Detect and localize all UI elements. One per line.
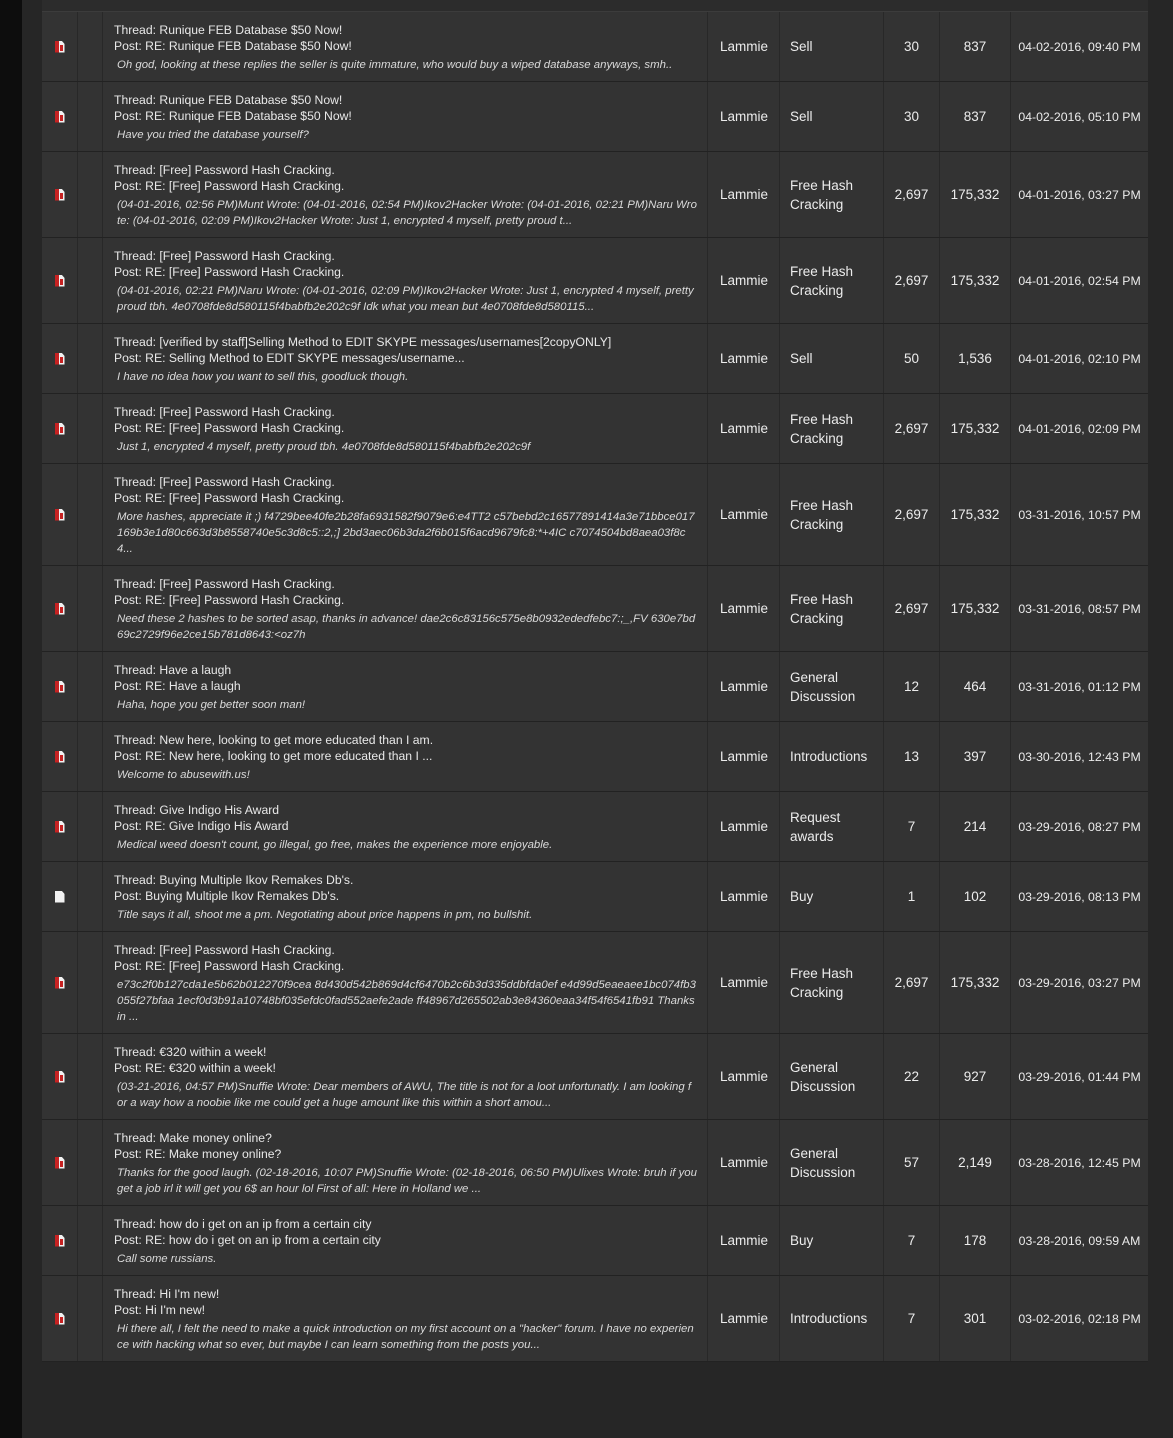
post-summary-cell [103, 238, 708, 323]
table-row [42, 1120, 1148, 1206]
thread-prefix-cell [78, 238, 103, 323]
forum-link[interactable]: Sell [780, 324, 884, 393]
post-title-link[interactable]: Post: RE: Give Indigo His Award [114, 819, 289, 833]
forum-link[interactable]: Buy [780, 862, 884, 931]
forum-link[interactable]: General Discussion [780, 1120, 884, 1205]
thread-prefix-cell [78, 12, 103, 81]
replies-count: 2,697 [884, 566, 940, 651]
thread-title-link[interactable]: Thread: Runique FEB Database $50 Now! [114, 93, 343, 107]
post-summary-cell [103, 1034, 708, 1119]
views-count: 175,332 [940, 932, 1011, 1033]
thread-title-link[interactable]: Thread: [Free] Password Hash Cracking. [114, 943, 335, 957]
post-date: 03-28-2016, 12:45 PM [1018, 1155, 1141, 1170]
views-count: 301 [940, 1276, 1011, 1361]
forum-link[interactable]: Buy [780, 1206, 884, 1275]
replies-count: 22 [884, 1034, 940, 1119]
thread-prefix-cell [78, 652, 103, 721]
post-snippet: Call some russians. [117, 1253, 217, 1265]
thread-status-cell [42, 1206, 78, 1275]
thread-title-link[interactable]: Thread: Have a laugh [114, 663, 232, 677]
thread-status-icon [55, 1235, 65, 1247]
post-title-link[interactable]: Post: RE: [Free] Password Hash Cracking. [114, 265, 345, 279]
replies-count: 7 [884, 1276, 940, 1361]
post-title-link[interactable]: Post: RE: €320 within a week! [114, 1061, 276, 1075]
thread-title-link[interactable]: Thread: Buying Multiple Ikov Remakes Db's. [114, 873, 354, 887]
post-title-link[interactable]: Post: Hi I'm new! [114, 1303, 206, 1317]
post-summary-cell [103, 862, 708, 931]
table-row [42, 932, 1148, 1034]
forum-link[interactable]: Introductions [780, 722, 884, 791]
post-title-link[interactable]: Post: RE: [Free] Password Hash Cracking. [114, 593, 345, 607]
thread-status-cell [42, 82, 78, 151]
post-title-link[interactable]: Post: RE: Runique FEB Database $50 Now! [114, 109, 352, 123]
thread-status-icon [55, 189, 65, 201]
thread-prefix-cell [78, 792, 103, 861]
post-summary-cell [103, 1120, 708, 1205]
post-summary-cell [103, 152, 708, 237]
post-title-link[interactable]: Post: RE: [Free] Password Hash Cracking. [114, 179, 345, 193]
post-summary-cell [103, 464, 708, 565]
thread-status-icon [55, 353, 65, 365]
thread-status-icon [55, 1313, 65, 1325]
views-count: 214 [940, 792, 1011, 861]
forum-link[interactable]: Free Hash Cracking [780, 464, 884, 565]
post-date: 04-02-2016, 05:10 PM [1018, 109, 1141, 124]
post-date: 03-28-2016, 09:59 AM [1018, 1233, 1141, 1248]
replies-count: 50 [884, 324, 940, 393]
post-snippet: Title says it all, shoot me a pm. Negotiating about price happens in pm, no bullshit. [117, 909, 533, 921]
views-count: 175,332 [940, 152, 1011, 237]
forum-link[interactable]: General Discussion [780, 652, 884, 721]
post-summary-cell [103, 1276, 708, 1361]
thread-status-cell [42, 152, 78, 237]
thread-status-cell [42, 862, 78, 931]
post-date: 04-01-2016, 02:10 PM [1018, 351, 1141, 366]
thread-status-cell [42, 652, 78, 721]
post-date: 03-02-2016, 02:18 PM [1018, 1311, 1141, 1326]
table-row [42, 82, 1148, 152]
thread-prefix-cell [78, 82, 103, 151]
post-title-link[interactable]: Post: RE: [Free] Password Hash Cracking. [114, 959, 345, 973]
thread-status-cell [42, 394, 78, 463]
post-date: 03-29-2016, 03:27 PM [1018, 975, 1141, 990]
post-title-link[interactable]: Post: Buying Multiple Ikov Remakes Db's. [114, 889, 340, 903]
post-date: 03-29-2016, 01:44 PM [1018, 1069, 1141, 1084]
replies-count: 2,697 [884, 394, 940, 463]
post-snippet: Just 1, encrypted 4 myself, pretty proud tbh. 4e0708fde8d580115f4babfb2e202c9f [117, 441, 531, 453]
author-link[interactable]: Lammie [708, 1034, 780, 1119]
replies-count: 2,697 [884, 932, 940, 1033]
forum-link[interactable]: Request awards [780, 792, 884, 861]
replies-count: 30 [884, 82, 940, 151]
thread-title-link[interactable]: Thread: Give Indigo His Award [114, 803, 280, 817]
thread-title-link[interactable]: Thread: €320 within a week! [114, 1045, 267, 1059]
thread-status-icon [55, 751, 65, 763]
author-link[interactable]: Lammie [708, 862, 780, 931]
post-summary-cell [103, 394, 708, 463]
thread-prefix-cell [78, 1120, 103, 1205]
author-link[interactable]: Lammie [708, 12, 780, 81]
post-date: 03-29-2016, 08:13 PM [1018, 889, 1141, 904]
replies-count: 57 [884, 1120, 940, 1205]
thread-prefix-cell [78, 862, 103, 931]
replies-count: 2,697 [884, 238, 940, 323]
author-link[interactable]: Lammie [708, 394, 780, 463]
author-link[interactable]: Lammie [708, 1120, 780, 1205]
post-snippet: Oh god, looking at these replies the seller is quite immature, who would buy a wiped database anyways, smh.. [117, 59, 673, 71]
forum-link[interactable]: Free Hash Cracking [780, 932, 884, 1033]
views-count: 175,332 [940, 464, 1011, 565]
thread-prefix-cell [78, 464, 103, 565]
thread-status-cell [42, 238, 78, 323]
post-summary-cell [103, 1206, 708, 1275]
table-row [42, 1206, 1148, 1276]
thread-title-link[interactable]: Thread: [Free] Password Hash Cracking. [114, 475, 335, 489]
post-snippet: e73c2f0b127cda1e5b62b012270f9cea 8d430d542b869d4cf6470b2c6b3d335ddbfda0ef e4d99d5eaeaee1bc074fb3055f27bfaa 1ecf0d3b91a10748bf035efdc0fad552aefe2ade ff48967d265502ab3e84360eaa34f54f6541fb91 Thanks in ... [117, 979, 696, 1023]
author-link[interactable]: Lammie [708, 722, 780, 791]
post-date: 04-01-2016, 02:54 PM [1018, 273, 1141, 288]
thread-status-cell [42, 1276, 78, 1361]
table-row [42, 238, 1148, 324]
post-snippet: Haha, hope you get better soon man! [117, 699, 306, 711]
post-summary-cell [103, 566, 708, 651]
post-snippet: (04-01-2016, 02:56 PM)Munt Wrote: (04-01-2016, 02:54 PM)Ikov2Hacker Wrote: (04-01-2016, 02:21 PM)Naru Wrote: (04-01-2016, 02:09 PM)Ikov2Hacker Wrote: Just 1, encrypted 4 myself, pretty proud t... [117, 199, 697, 227]
post-title-link[interactable]: Post: RE: [Free] Password Hash Cracking. [114, 421, 345, 435]
forum-link[interactable]: Free Hash Cracking [780, 152, 884, 237]
author-link[interactable]: Lammie [708, 464, 780, 565]
thread-title-link[interactable]: Thread: New here, looking to get more educated than I am. [114, 733, 434, 747]
thread-status-cell [42, 12, 78, 81]
views-count: 397 [940, 722, 1011, 791]
post-date: 03-30-2016, 12:43 PM [1018, 749, 1141, 764]
post-summary-cell [103, 722, 708, 791]
forum-link[interactable]: Free Hash Cracking [780, 238, 884, 323]
table-row [42, 464, 1148, 566]
post-summary-cell [103, 792, 708, 861]
thread-status-icon [55, 821, 65, 833]
replies-count: 2,697 [884, 152, 940, 237]
thread-prefix-cell [78, 566, 103, 651]
forum-link[interactable]: Introductions [780, 1276, 884, 1361]
author-link[interactable]: Lammie [708, 566, 780, 651]
thread-status-cell [42, 932, 78, 1033]
thread-title-link[interactable]: Thread: [verified by staff]Selling Method to EDIT SKYPE messages/usernames[2copyONLY] [114, 335, 612, 349]
views-count: 178 [940, 1206, 1011, 1275]
thread-status-icon [55, 275, 65, 287]
replies-count: 7 [884, 792, 940, 861]
thread-status-icon [55, 681, 65, 693]
author-link[interactable]: Lammie [708, 82, 780, 151]
table-row [42, 722, 1148, 792]
post-snippet: Hi there all, I felt the need to make a quick introduction on my first account on a "hacker" forum. I have no experience with hacking what so ever, but maybe I can learn something from the posts you... [117, 1323, 694, 1351]
forum-link[interactable]: General Discussion [780, 1034, 884, 1119]
left-rail [0, 0, 22, 1438]
replies-count: 13 [884, 722, 940, 791]
thread-status-cell [42, 464, 78, 565]
post-title-link[interactable]: Post: RE: Runique FEB Database $50 Now! [114, 39, 352, 53]
replies-count: 30 [884, 12, 940, 81]
post-date: 03-31-2016, 01:12 PM [1018, 679, 1141, 694]
author-link[interactable]: Lammie [708, 652, 780, 721]
views-count: 927 [940, 1034, 1011, 1119]
post-snippet: Have you tried the database yourself? [117, 129, 309, 141]
thread-status-cell [42, 792, 78, 861]
thread-title-link[interactable]: Thread: Make money online? [114, 1131, 272, 1145]
thread-title-link[interactable]: Thread: Hi I'm new! [114, 1287, 220, 1301]
post-title-link[interactable]: Post: RE: Have a laugh [114, 679, 241, 693]
thread-status-icon [55, 41, 65, 53]
thread-prefix-cell [78, 1276, 103, 1361]
thread-status-icon [55, 977, 65, 989]
thread-status-icon [55, 603, 65, 615]
views-count: 1,536 [940, 324, 1011, 393]
post-title-link[interactable]: Post: RE: [Free] Password Hash Cracking. [114, 491, 345, 505]
table-row [42, 1034, 1148, 1120]
thread-status-cell [42, 1034, 78, 1119]
thread-status-cell [42, 1120, 78, 1205]
replies-count: 7 [884, 1206, 940, 1275]
author-link[interactable]: Lammie [708, 238, 780, 323]
author-link[interactable]: Lammie [708, 1276, 780, 1361]
thread-prefix-cell [78, 1206, 103, 1275]
forum-link[interactable]: Free Hash Cracking [780, 394, 884, 463]
views-count: 464 [940, 652, 1011, 721]
post-snippet: More hashes, appreciate it ;) f4729bee40fe2b28fa6931582f9079e6:e4TT2 c57bebd2c16577891414a3e71bbce017 169b3e1d80c663d3b8558740e5c3d8c5::2,;] 2bd3aec06b3da2f6b015f6acd9679fc8:*+4IC c7074504bd8aea03f8c4... [117, 511, 695, 555]
author-link[interactable]: Lammie [708, 932, 780, 1033]
table-row [42, 1276, 1148, 1362]
table-row [42, 792, 1148, 862]
post-snippet: Welcome to abusewith.us! [117, 769, 250, 781]
forum-link[interactable]: Sell [780, 12, 884, 81]
author-link[interactable]: Lammie [708, 152, 780, 237]
thread-title-link[interactable]: Thread: [Free] Password Hash Cracking. [114, 405, 335, 419]
post-snippet: Thanks for the good laugh. (02-18-2016, 10:07 PM)Snuffie Wrote: (02-18-2016, 06:50 PM)Ulixes Wrote: bruh if you get a job irl it will get you 6$ an hour lol First of all: Here in Holland we ... [117, 1167, 697, 1195]
table-row [42, 152, 1148, 238]
thread-title-link[interactable]: Thread: [Free] Password Hash Cracking. [114, 249, 335, 263]
views-count: 837 [940, 82, 1011, 151]
thread-prefix-cell [78, 932, 103, 1033]
forum-link[interactable]: Sell [780, 82, 884, 151]
thread-prefix-cell [78, 324, 103, 393]
thread-status-icon [55, 111, 65, 123]
table-row [42, 394, 1148, 464]
post-date: 04-02-2016, 09:40 PM [1018, 39, 1141, 54]
thread-status-cell [42, 324, 78, 393]
results-list [42, 12, 1148, 1362]
post-title-link[interactable]: Post: RE: New here, looking to get more educated than I ... [114, 749, 433, 763]
thread-prefix-cell [78, 722, 103, 791]
thread-title-link[interactable]: Thread: [Free] Password Hash Cracking. [114, 163, 335, 177]
thread-title-link[interactable]: Thread: how do i get on an ip from a certain city [114, 1217, 372, 1231]
table-header [42, 0, 1148, 12]
thread-prefix-cell [78, 152, 103, 237]
post-snippet: Need these 2 hashes to be sorted asap, thanks in advance! dae2c6c83156c575e8b0932ededfebc7:;_,FV 630e7bd69c2729f96e2ce15b781d8643:<oz7h [117, 613, 696, 641]
post-summary-cell [103, 82, 708, 151]
table-row [42, 862, 1148, 932]
thread-title-link[interactable]: Thread: Runique FEB Database $50 Now! [114, 23, 343, 37]
author-link[interactable]: Lammie [708, 324, 780, 393]
thread-status-cell [42, 722, 78, 791]
post-date: 03-31-2016, 10:57 PM [1018, 507, 1141, 522]
post-title-link[interactable]: Post: RE: Selling Method to EDIT SKYPE messages/username... [114, 351, 465, 365]
author-link[interactable]: Lammie [708, 1206, 780, 1275]
post-title-link[interactable]: Post: RE: Make money online? [114, 1147, 282, 1161]
views-count: 175,332 [940, 238, 1011, 323]
search-results-table [42, 0, 1148, 1362]
thread-status-icon [55, 1157, 65, 1169]
post-date: 03-29-2016, 08:27 PM [1018, 819, 1141, 834]
thread-status-icon [55, 891, 65, 903]
table-row [42, 12, 1148, 82]
table-row [42, 566, 1148, 652]
post-summary-cell [103, 324, 708, 393]
post-summary-cell [103, 652, 708, 721]
post-snippet: Medical weed doesn't count, go illegal, go free, makes the experience more enjoyable. [117, 839, 553, 851]
thread-status-icon [55, 509, 65, 521]
replies-count: 2,697 [884, 464, 940, 565]
thread-status-icon [55, 1071, 65, 1083]
author-link[interactable]: Lammie [708, 792, 780, 861]
views-count: 837 [940, 12, 1011, 81]
thread-title-link[interactable]: Thread: [Free] Password Hash Cracking. [114, 577, 335, 591]
views-count: 2,149 [940, 1120, 1011, 1205]
views-count: 175,332 [940, 394, 1011, 463]
post-date: 04-01-2016, 02:09 PM [1018, 421, 1141, 436]
views-count: 102 [940, 862, 1011, 931]
thread-status-cell [42, 566, 78, 651]
post-date: 03-31-2016, 08:57 PM [1018, 601, 1141, 616]
post-title-link[interactable]: Post: RE: how do i get on an ip from a certain city [114, 1233, 381, 1247]
post-summary-cell [103, 12, 708, 81]
replies-count: 1 [884, 862, 940, 931]
replies-count: 12 [884, 652, 940, 721]
thread-prefix-cell [78, 1034, 103, 1119]
post-date: 04-01-2016, 03:27 PM [1018, 187, 1141, 202]
forum-link[interactable]: Free Hash Cracking [780, 566, 884, 651]
table-row [42, 324, 1148, 394]
views-count: 175,332 [940, 566, 1011, 651]
table-row [42, 652, 1148, 722]
post-snippet: I have no idea how you want to sell this, goodluck though. [117, 371, 409, 383]
thread-prefix-cell [78, 394, 103, 463]
thread-status-icon [55, 423, 65, 435]
post-snippet: (04-01-2016, 02:21 PM)Naru Wrote: (04-01-2016, 02:09 PM)Ikov2Hacker Wrote: Just 1, encrypted 4 myself, pretty proud tbh. 4e0708fde8d580115f4babfb2e202c9f Idk what you mean but 4e0708fde8d580115... [117, 285, 694, 313]
post-snippet: (03-21-2016, 04:57 PM)Snuffie Wrote: Dear members of AWU, The title is not for a loot unfortunatly. I am looking for a way how a noobie like me could get a huge amount like this within a short amou... [117, 1081, 692, 1109]
post-summary-cell [103, 932, 708, 1033]
